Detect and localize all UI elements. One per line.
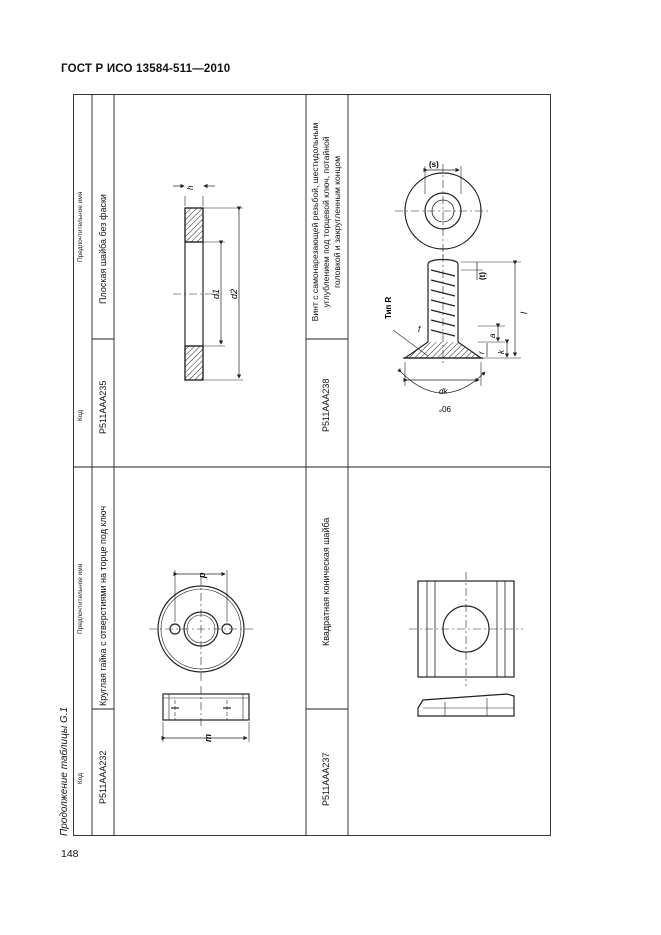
nut-m-label: m	[203, 733, 213, 742]
row2-right-name-line3: головкой и закругленным концом	[332, 155, 342, 289]
screw-l-label: l	[519, 312, 529, 314]
technical-drawings	[73, 94, 551, 836]
screw-k-label: k	[497, 350, 506, 354]
row1-left-name: Круглая гайка с отверстиями на торце под ключ	[98, 505, 108, 706]
washer-h-label: h	[186, 185, 195, 190]
washer-d2-label: d2	[229, 288, 239, 299]
document-header: ГОСТ Р ИСО 13584-511—2010	[61, 63, 231, 75]
row2-right-name-line1: Винт с самонарезающей резьбой, шестидольным	[310, 122, 320, 322]
row1-left-code: P511AAA232	[98, 750, 108, 804]
screw-r-label: r	[477, 351, 486, 354]
screw-s-label-top: (s)	[429, 160, 439, 169]
row2-right-code: P511AAA238	[321, 378, 331, 432]
round-nut-drawing	[149, 570, 253, 742]
row1-right-code: P511AAA235	[98, 380, 108, 434]
square-taper-washer-drawing	[409, 572, 523, 716]
screw-a-label: a	[488, 333, 497, 338]
table-g1	[73, 94, 551, 836]
table-caption	[56, 94, 74, 836]
row2-right-name-line2: углублением под торцевой ключ, потайной	[321, 136, 331, 308]
screw-drawing	[393, 164, 521, 393]
header-name-right: Предпочтительное имя	[77, 191, 84, 262]
table-caption-text: Продолжение таблицы G.1	[59, 706, 70, 836]
header-code-right: Код	[77, 409, 84, 421]
washer-d1-label: d1	[211, 288, 221, 299]
page-number: 148	[61, 848, 79, 860]
row2-left-code: P511AAA237	[321, 752, 331, 806]
screw-angle-label: 90°	[438, 404, 451, 413]
nut-p-label: p	[197, 572, 207, 578]
screw-dk-label: dk	[439, 387, 448, 396]
header-name-left: Предпочтительное имя	[77, 563, 84, 634]
row1-right-name: Плоская шайба без фаски	[98, 194, 108, 304]
screw-t-label: (t)	[478, 272, 487, 280]
header-code-left: Код	[77, 772, 84, 784]
screw-f-label: f	[418, 325, 421, 334]
flat-washer-drawing	[173, 186, 243, 380]
row2-left-name: Квадратная коническая шайба	[321, 517, 331, 646]
screw-type-label: Тип R	[384, 296, 393, 319]
